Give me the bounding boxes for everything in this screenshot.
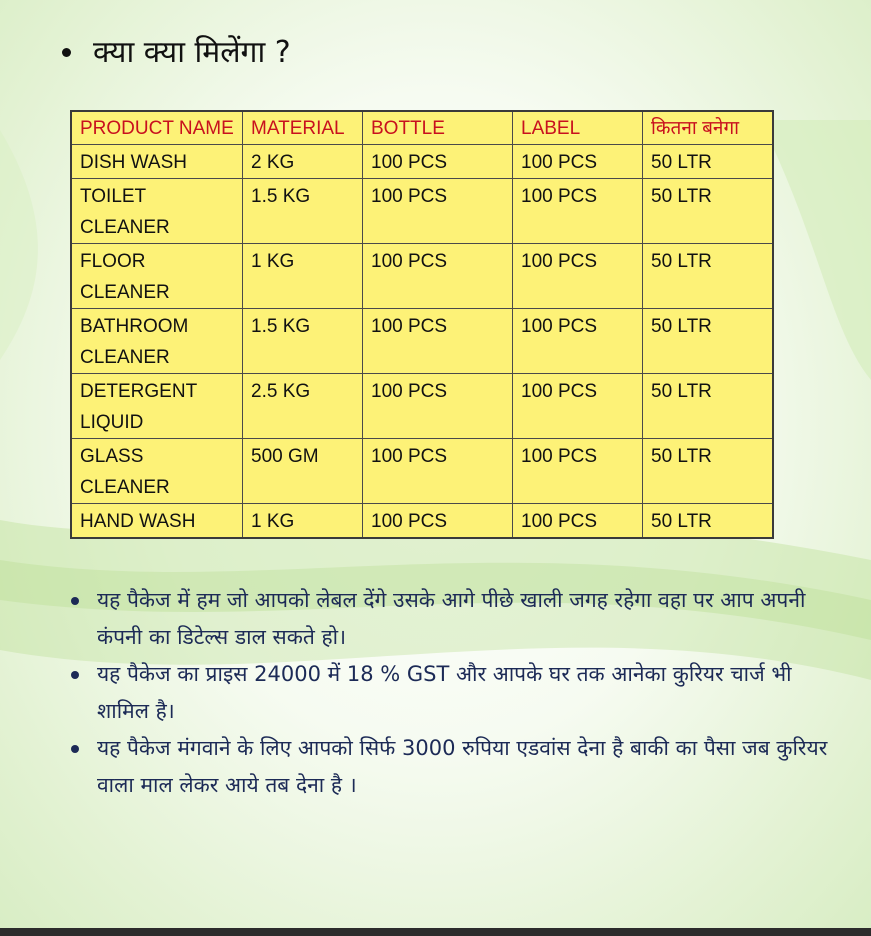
table-row [71, 145, 773, 179]
page-heading [62, 30, 291, 71]
cell-yield: 50 LTR [643, 504, 774, 539]
bottom-edge-bar [0, 928, 871, 936]
cell-product: BATHROOM CLEANER [71, 309, 243, 374]
note-item [70, 582, 850, 656]
cell-yield: 50 LTR [643, 179, 774, 244]
note-text: यह पैकेज का प्राइस 24000 में 18 % GST और आपके घर तक आनेका कुरियर चार्ज भी शामिल है। [97, 662, 792, 723]
cell-bottle: 100 PCS [363, 244, 513, 309]
package-table [70, 110, 774, 539]
note-bullet [71, 597, 79, 605]
cell-product: TOILET CLEANER [71, 179, 243, 244]
cell-product: GLASS CLEANER [71, 439, 243, 504]
note-text: यह पैकेज मंगवाने के लिए आपको सिर्फ 3000 रुपिया एडवांस देना है बाकी का पैसा जब कुरियर वाला माल लेकर आये तब देना है । [97, 736, 828, 797]
note-item [70, 730, 850, 804]
cell-bottle: 100 PCS [363, 504, 513, 539]
heading-text: क्या क्या मिलेंगा ? [93, 35, 291, 70]
note-item [70, 656, 850, 730]
cell-yield: 50 LTR [643, 439, 774, 504]
cell-material: 1 KG [243, 504, 363, 539]
header-label: LABEL [513, 111, 643, 145]
cell-yield: 50 LTR [643, 244, 774, 309]
header-product-name: PRODUCT NAME [71, 111, 243, 145]
note-text: यह पैकेज में हम जो आपको लेबल देंगे उसके आगे पीछे खाली जगह रहेगा वहा पर आप अपनी कंपनी का डिटेल्स डाल सकते हो। [97, 588, 806, 649]
cell-yield: 50 LTR [643, 145, 774, 179]
cell-product: FLOOR CLEANER [71, 244, 243, 309]
note-bullet [71, 745, 79, 753]
header-material: MATERIAL [243, 111, 363, 145]
cell-bottle: 100 PCS [363, 145, 513, 179]
cell-label: 100 PCS [513, 179, 643, 244]
table-header-row [71, 111, 773, 145]
cell-product: DISH WASH [71, 145, 243, 179]
header-bottle: BOTTLE [363, 111, 513, 145]
cell-label: 100 PCS [513, 244, 643, 309]
cell-label: 100 PCS [513, 145, 643, 179]
table-row [71, 504, 773, 539]
cell-material: 1.5 KG [243, 179, 363, 244]
cell-label: 100 PCS [513, 439, 643, 504]
cell-material: 500 GM [243, 439, 363, 504]
table-row [71, 309, 773, 374]
note-bullet [71, 671, 79, 679]
table-row [71, 374, 773, 439]
cell-bottle: 100 PCS [363, 309, 513, 374]
cell-product: HAND WASH [71, 504, 243, 539]
cell-material: 1.5 KG [243, 309, 363, 374]
cell-material: 1 KG [243, 244, 363, 309]
cell-yield: 50 LTR [643, 374, 774, 439]
cell-yield: 50 LTR [643, 309, 774, 374]
table-row [71, 439, 773, 504]
cell-product: DETERGENT LIQUID [71, 374, 243, 439]
cell-material: 2.5 KG [243, 374, 363, 439]
cell-label: 100 PCS [513, 374, 643, 439]
cell-label: 100 PCS [513, 504, 643, 539]
cell-bottle: 100 PCS [363, 439, 513, 504]
table-row [71, 244, 773, 309]
heading-bullet [62, 48, 71, 57]
cell-material: 2 KG [243, 145, 363, 179]
notes-list [70, 582, 850, 804]
cell-bottle: 100 PCS [363, 179, 513, 244]
cell-bottle: 100 PCS [363, 374, 513, 439]
cell-label: 100 PCS [513, 309, 643, 374]
table-row [71, 179, 773, 244]
header-yield: कितना बनेगा [643, 111, 774, 145]
